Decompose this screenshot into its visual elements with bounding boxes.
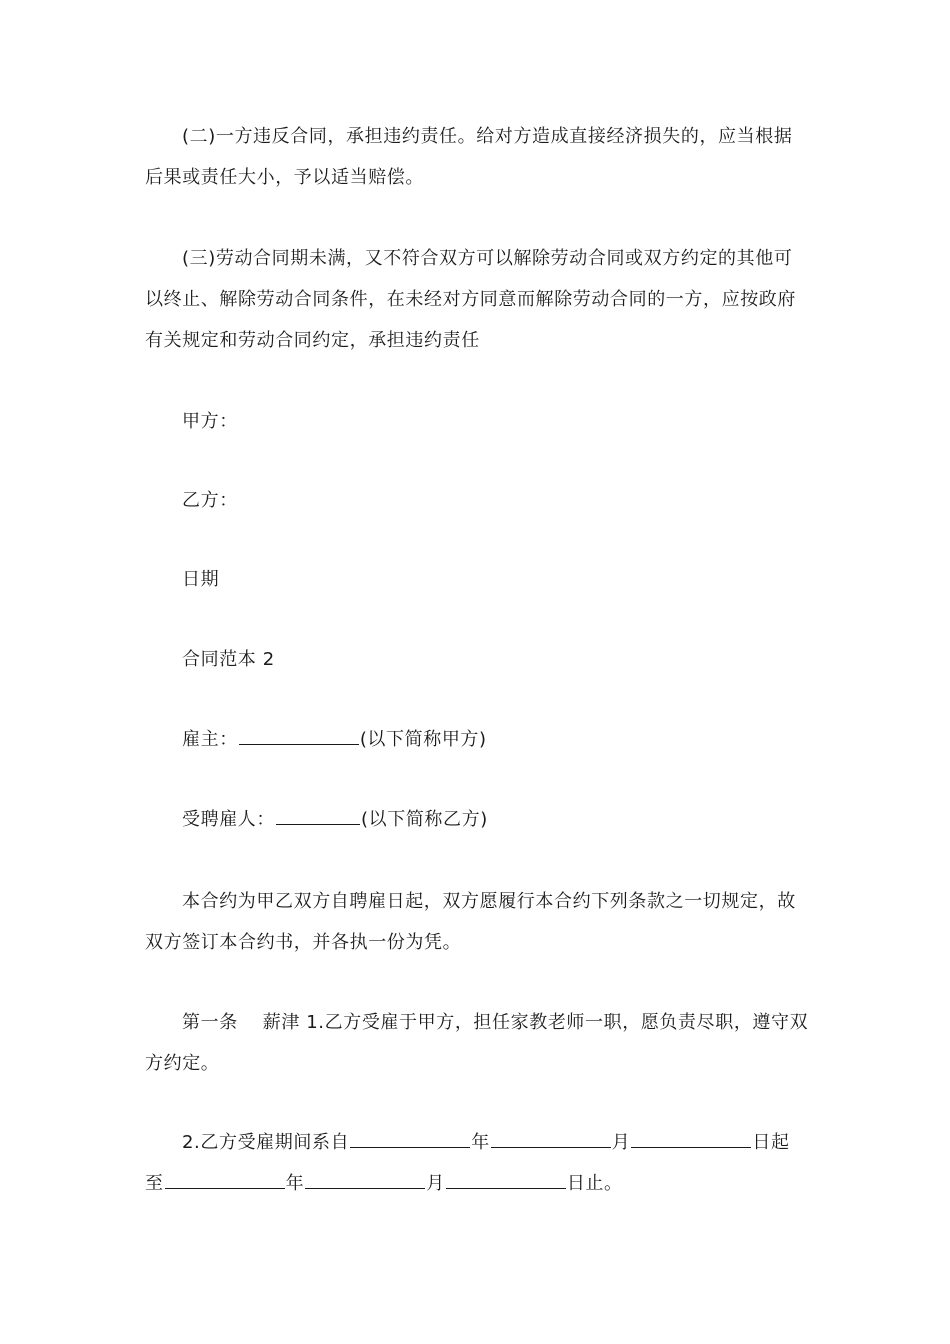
start-month-blank xyxy=(491,1127,611,1148)
employee-blank xyxy=(276,804,360,825)
year-label: 年 xyxy=(471,1132,490,1153)
year-label-2: 年 xyxy=(285,1173,305,1194)
to-label: 至 xyxy=(145,1173,164,1194)
day-end-label: 日止。 xyxy=(566,1173,623,1194)
employer-line xyxy=(182,719,487,760)
article-1-paragraph: 第一条 薪津 1.乙方受雇于甲方，担任家教老师一职，愿负责尽职，遵守双方约定。 xyxy=(145,1012,809,1074)
clause-3-paragraph: (三)劳动合同期未满，又不符合双方可以解除劳动合同或双方约定的其他可以终止、解除劳动合同条件，在未经对方同意而解除劳动合同的一方，应按政府有关规定和劳动合同约定，承担违约责任 xyxy=(145,248,796,351)
end-year-blank xyxy=(165,1168,285,1189)
employer-label: 雇主： xyxy=(182,729,238,750)
employee-line xyxy=(182,799,488,840)
clause-2-paragraph: (二)一方违反合同，承担违约责任。给对方造成直接经济损失的，应当根据后果或责任大小，予以适当赔偿。 xyxy=(145,126,793,188)
term-line-2 xyxy=(145,1163,623,1204)
date-label: 日期 xyxy=(182,569,220,590)
employee-suffix: (以下简称乙方) xyxy=(361,809,488,830)
end-day-blank xyxy=(446,1168,566,1189)
intro-paragraph: 本合约为甲乙双方自聘雇日起，双方愿履行本合约下列条款之一切规定，故双方签订本合约书，并各执一份为凭。 xyxy=(145,891,796,953)
day-start-label: 日起 xyxy=(752,1132,790,1153)
end-month-blank xyxy=(305,1168,425,1189)
month-label: 月 xyxy=(611,1132,631,1153)
employer-blank xyxy=(239,724,359,745)
start-day-blank xyxy=(631,1127,751,1148)
term-prefix: 2.乙方受雇期间系自 xyxy=(182,1132,350,1153)
term-line-1 xyxy=(182,1122,790,1163)
template-title: 合同范本 2 xyxy=(182,649,275,670)
start-year-blank xyxy=(350,1127,470,1148)
party-a-label: 甲方： xyxy=(182,411,238,432)
party-b-label: 乙方： xyxy=(182,490,238,511)
month-label-2: 月 xyxy=(426,1173,445,1194)
employee-label: 受聘雇人： xyxy=(182,809,275,830)
employer-suffix: (以下简称甲方) xyxy=(359,729,487,750)
